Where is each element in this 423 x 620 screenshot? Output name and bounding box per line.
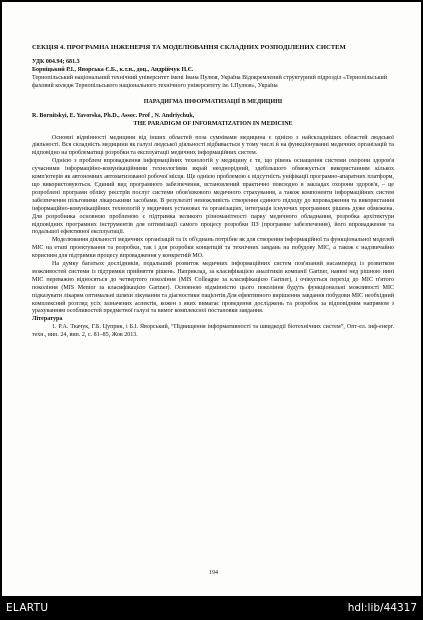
paper-title-english: THE PARADIGM OF INFORMATIZATION IN MEDICINE	[133, 120, 293, 127]
body-paragraph: Моделювання діяльності медичних організацій та їх об'єднань потрібне як для створення інформаційної та функціональної моделей МІС на етапі проектування та розробки, так і для розробки концепцій та технічних завдань на побудову МІС, а також є надзвичайно корисним для підтримки процесу впровадження у конкретній МО.	[32, 237, 394, 260]
repository-name: ELARTU	[6, 602, 49, 614]
literature-heading: Література	[32, 316, 63, 323]
affiliation: Тернопільський національний технічний університет імені Івана Пулюя, Україна Відокремлений структурний підрозділ «Тернопільський фаховий коледж Тернопільського національного технічного університету ім. І.Пулюя», Україна	[32, 75, 387, 89]
authors-ukrainian: Борніцький Р.І., Яворська Є.Б., к.т.н., доц., Андрійчук Н.Є.	[32, 67, 194, 74]
body-paragraph: На думку багатьох дослідників, подальший розвиток медичних інформаційних систем пов'язаний насамперед із розвитком можливостей системи із підтримки прийняття рішень. Наприклад, за класифікацією аналітиків компанії Gartner, наявні нед рішною нині МІС переважно відносяться до четвертого покоління (MIS Colleague за класифікацією Gartner), і очікується перехід до МІС п'ятого покоління (MIS Mentor за класифікацією Gartner). Основною відмінністю цього покоління будуть функціональні можливості МІС підказувати лікарям оптимальні шляхи лікування та діагностики пацієнтів.Для ефективного вирішення завдання побудови МІС необхідний комплексний розгляд усіх зазначених аспектів, кожен з яких вимагає проведення досліджень та розробок за відповідним напрямом з урахуванням особливостей предметної галузі та вимог комплексної постановки завдання.	[32, 261, 394, 315]
page-number: 194	[209, 570, 218, 576]
document-page	[2, 2, 421, 596]
udk-code: УДК 004.94; 681.3	[32, 59, 80, 66]
section-heading: СЕКЦІЯ 4. ПРОГРАМНА ІНЖЕНЕРІЯ ТА МОДЕЛЮВАННЯ СКЛАДНИХ РОЗПОДІЛЕНИХ СИСТЕМ	[32, 44, 346, 51]
handle-identifier: hdl:lib/44317	[347, 602, 417, 614]
authors-english: R. Bornitskyi, E. Yavorska, Ph.D., Assoc. Prof , N. Andriychuk,	[32, 112, 195, 119]
repository-footer	[0, 596, 423, 620]
literature-item: 1. Р.А. Ткачук, Г.Б. Цуприк, і Б.І. Яворський, “Підвищення інформативності та швидкодії біотехнічних систем”, Опт-ел. інф-енерг. техн., вип. 24, вип. 2, с. 81–85, Жов 2013.	[32, 324, 394, 339]
body-paragraph: Основні відмінності медицини від інших областей поза сумнівами медицина є однією з найскладніших областей людської діяльності. Вся складність медицини як галузі людської діяльності відбивається у тому числі й на функціонуванні медичних організацій та відповідно на проблематиці розробки та експлуатації медичних інформаційних систем.	[32, 134, 394, 157]
paper-title-ukrainian: ПАРАДИГМА ІНФОРМАТИЗАЦІЇ В МЕДИЦИНІ	[143, 98, 283, 105]
body-paragraph: Однією з проблем впровадження інформаційних технологій у медицину є те, що рівень оснащення системи охорони здоров'я сучасними інформаційно-комунікаційними технологіями вкрай неоднорідний, здебільшого обмежується використанням кількох комп'ютерів як автономних автоматизованої робочої місця. Ще однією проблемою є відсутність уніфікації програмно-апаратних платформ, що використовуються. Єдиний вид програмного забезпечення, встановлений практично повсюдно в закладах охорони здоров'я, – це розроблені програми обліку реєстрів послуг системи обов'язкового медичного страхування, а також компоненти інформаційних систем забезпечення пільговими лікарськими засобами. В результаті неможливість створення єдиного підходу до впровадження та використання інформаційно-комунікаційних технологій у медичних установах та організаціях, інтеграція існуючих програмних рішень дуже обмежена. Для розробника основною проблемою є підтримка великого різноманітності парку медичного обладнання, розробка архітектури відповідних програмних інструментів для оптимізації самого процесу розробки ПЗ (програмне забезпечення), його впровадження та подальшої ефективної експлуатації.	[32, 158, 394, 236]
page-content	[32, 44, 394, 340]
